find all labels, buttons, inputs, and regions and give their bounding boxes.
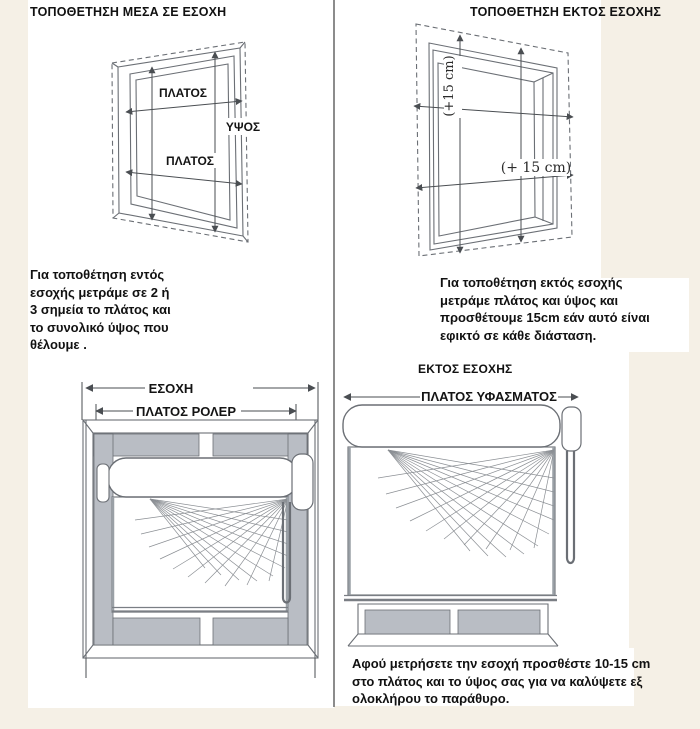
note-bottom-right <box>352 655 650 708</box>
label-fabric-width: ΠΛΑΤΟΣ ΥΦΑΣΜΑΤΟΣ <box>421 389 557 404</box>
note-line: Για τοποθέτηση εκτός εσοχής <box>440 275 623 290</box>
roller-blind <box>97 454 313 612</box>
label-width-plus15: (+ 15 cm) <box>500 160 572 176</box>
note-line: θέλουμε . <box>30 337 87 352</box>
note-line: εφικτό σε κάθε διάσταση. <box>440 327 597 343</box>
title-outside-recess-bottom: ΕΚΤΟΣ ΕΣΟΧΗΣ <box>418 362 513 376</box>
note-outside-recess <box>440 274 650 344</box>
note-line: προσθέτουμε 15cm εάν αυτό είναι <box>440 310 650 325</box>
note-line: στο πλάτος και το ύψος σας για να καλύψετε εξ <box>352 673 643 689</box>
window-below <box>348 604 558 646</box>
fabric-crosshatch <box>135 499 288 586</box>
left-bracket <box>97 464 109 502</box>
note-line: ολοκλήρου το παράθυρο. <box>352 691 510 706</box>
note-inside-recess <box>30 266 171 354</box>
label-width-top: ΠΛΑΤΟΣ <box>159 86 207 100</box>
label-width-bottom: ΠΛΑΤΟΣ <box>166 154 214 168</box>
chain-loop <box>567 451 574 563</box>
window-pane <box>365 610 450 634</box>
note-line: Αφού μετρήσετε την εσοχή προσθέστε 10-15 cm <box>352 656 651 671</box>
diagram-roller-inside-recess <box>55 372 345 702</box>
roller-tube <box>343 405 560 447</box>
roller-tube <box>108 458 298 497</box>
note-line: εσοχής μετράμε σε 2 ή <box>30 284 170 300</box>
note-line: μετράμε πλάτος και ύψος και <box>440 292 619 308</box>
note-line: Για τοποθέτηση εντός <box>30 267 165 282</box>
diagram-window-inside-recess <box>86 34 268 262</box>
right-bracket <box>292 454 313 510</box>
note-line: 3 σημεία το πλάτος και <box>30 302 171 317</box>
label-recess: ΕΣΟΧΗ <box>148 381 194 396</box>
note-line: το συνολικό ύψος που <box>30 319 169 335</box>
label-height: ΥΨΟΣ <box>225 120 261 134</box>
window-pane <box>458 610 540 634</box>
roller-blind <box>343 405 581 600</box>
diagram-window-outside-recess <box>396 20 586 272</box>
label-roller-width: ΠΛΑΤΟΣ ΡΟΛΕΡ <box>135 404 237 419</box>
diagram-roller-outside-recess <box>338 380 630 652</box>
label-height-plus15: (+15 cm) <box>442 55 457 117</box>
title-inside-recess: ΤΟΠΟΘΕΤΗΣΗ ΜΕΣΑ ΣΕ ΕΣΟΧΗ <box>30 5 227 19</box>
window-recess-perspective <box>112 42 248 242</box>
control-bracket <box>562 407 581 451</box>
window-perspective <box>416 24 572 256</box>
title-outside-recess: ΤΟΠΟΘΕΤΗΣΗ ΕΚΤΟΣ ΕΣΟΧΗΣ <box>470 5 662 19</box>
fabric-crosshatch <box>378 450 554 557</box>
